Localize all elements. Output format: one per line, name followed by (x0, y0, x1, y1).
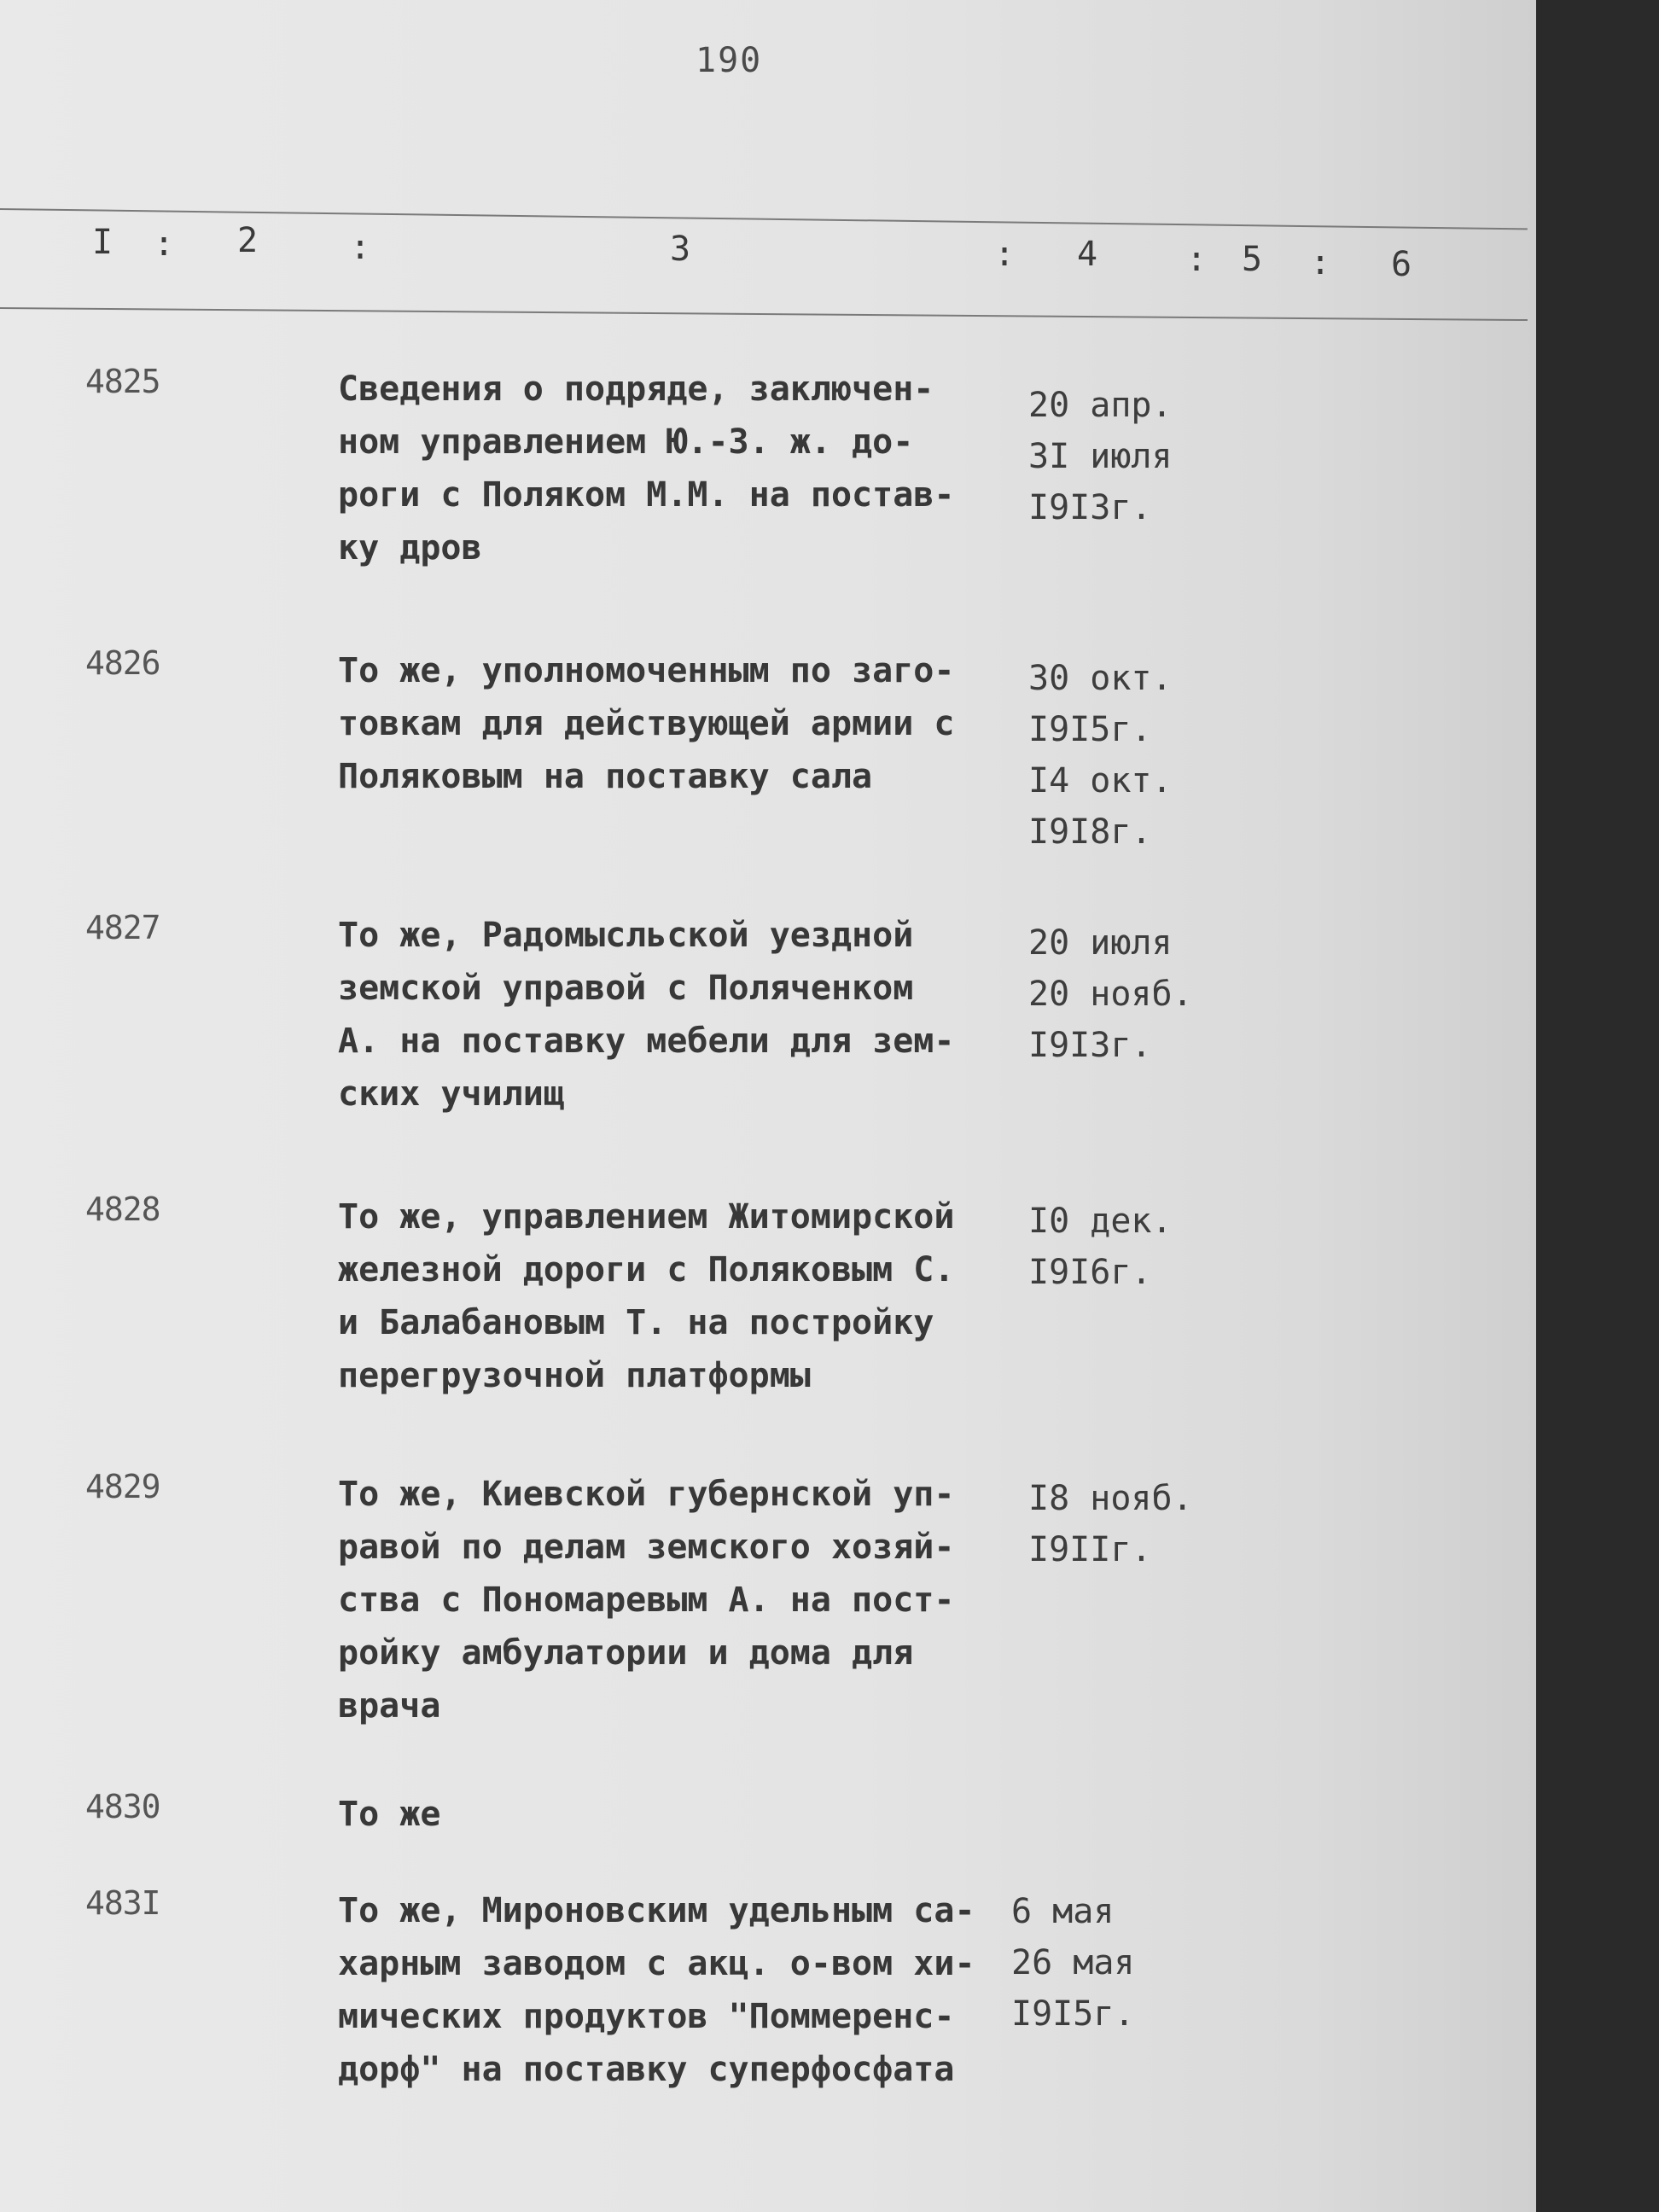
header-bottom-rule (0, 307, 1528, 321)
header-separator: : (154, 224, 175, 264)
header-separator: : (1310, 243, 1331, 282)
entry-description: То же (338, 1795, 441, 1834)
header-col-3: 3 (670, 230, 691, 269)
page-number: 190 (696, 41, 763, 80)
entry-dates: 20 апр. 3I июля I9I3г. (1028, 386, 1173, 527)
header-separator: : (350, 228, 371, 267)
entry-dates: 30 окт. I9I5г. I4 окт. I9I8г. (1028, 659, 1173, 852)
entry-dates: I0 дек. I9I6г. (1028, 1202, 1173, 1292)
header-separator: : (1186, 240, 1208, 279)
entry-description: То же, уполномоченным по заго- товкам для действующей армии с Поляковым на поставку сала (338, 651, 955, 796)
header-col-6: 6 (1391, 245, 1412, 284)
header-col-1: I (92, 223, 114, 262)
entry-dates: 20 июля 20 нояб. I9I3г. (1028, 923, 1193, 1065)
entry-dates: I8 нояб. I9IIг. (1028, 1479, 1193, 1569)
table-header (0, 218, 1528, 294)
entry-number: 4825 (85, 363, 160, 400)
header-separator: : (994, 235, 1016, 274)
entry-number: 4827 (85, 909, 160, 946)
entry-number: 4830 (85, 1788, 160, 1825)
entry-description: То же, Киевской губернской уп- равой по делам земского хозяй- ства с Пономаревым А. на пост- ройку амбулатории и дома для врача (338, 1475, 955, 1726)
header-col-4: 4 (1077, 235, 1098, 274)
entry-dates: 6 мая 26 мая I9I5г. (1011, 1892, 1135, 2034)
entry-description: То же, управлением Житомирской железной дороги с Поляковым С. и Балабановым Т. на постройку перегрузочной платформы (338, 1197, 955, 1395)
entry-number: 483I (85, 1884, 160, 1922)
entry-description: То же, Мироновским удельным са- харным заводом с акц. о-вом хи- мических продуктов "Поммеренс- дорф" на поставку суперфосфата (338, 1891, 975, 2089)
entry-number: 4826 (85, 644, 160, 682)
entry-description: Сведения о подряде, заключен- ном управлением Ю.-З. ж. до- роги с Поляком М.М. на постав- ку дров (338, 370, 955, 568)
entry-number: 4829 (85, 1468, 160, 1505)
entry-number: 4828 (85, 1190, 160, 1228)
entry-description: То же, Радомысльской уездной земской управой с Поляченком А. на поставку мебели для зем- ских училищ (338, 916, 955, 1114)
header-col-2: 2 (237, 221, 259, 260)
header-col-5: 5 (1242, 240, 1263, 279)
